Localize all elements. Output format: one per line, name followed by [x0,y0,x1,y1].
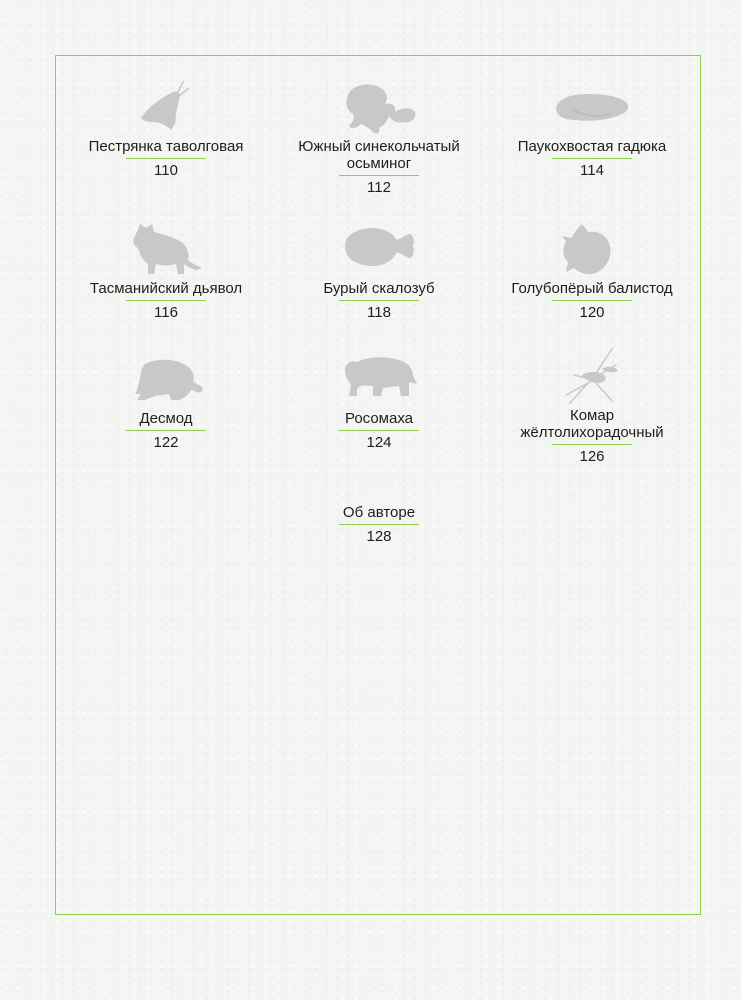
page-number: 128 [366,528,392,545]
divider [339,430,419,431]
page-number: 120 [579,304,605,321]
divider [126,430,206,431]
divider [339,300,419,301]
divider [339,175,419,176]
entry-title-line1: Южный синекольчатый [298,138,460,155]
divider [552,158,632,159]
toc-entry-wolverine[interactable] [269,350,489,451]
pufferfish-icon [339,220,419,280]
page-number: 118 [367,304,391,321]
triggerfish-icon [552,220,632,280]
toc-entry-vampire-bat[interactable] [56,350,276,451]
page-number: 110 [154,162,178,179]
entry-title: Об авторе [342,504,416,521]
entry-title-line2: осьминог [346,155,412,172]
divider [552,444,632,445]
toc-entry-mosquito[interactable] [482,345,702,465]
toc-entry-tasmanian-devil[interactable] [56,220,276,321]
viper-icon [552,80,632,138]
divider [126,158,206,159]
entry-title: Паукохвостая гадюка [517,138,667,155]
toc-entry-triggerfish[interactable] [482,220,702,321]
entry-title: Пестрянка таволговая [88,138,244,155]
mosquito-icon [552,345,632,407]
divider [339,524,419,525]
toc-entry-octopus[interactable] [269,80,489,196]
entry-title: Голубопёрый балистод [511,280,673,297]
entry-title: Десмод [139,410,193,427]
entry-title-line1: Комар [569,407,615,424]
vampire-bat-icon [121,350,211,410]
wolverine-icon [339,350,419,410]
moth-icon [131,80,201,138]
page-number: 114 [580,162,604,179]
entry-title: Бурый скалозуб [323,280,435,297]
divider [552,300,632,301]
toc-entry-about-author[interactable] [269,504,489,545]
page-number: 112 [367,179,391,196]
toc-entry-viper[interactable] [482,80,702,179]
page-number: 126 [579,448,605,465]
divider [126,300,206,301]
octopus-icon [339,80,419,138]
entry-title: Тасманийский дьявол [89,280,243,297]
entry-title-line2: жёлтолихорадочный [520,424,664,441]
page-number: 122 [153,434,179,451]
entry-title: Росомаха [344,410,414,427]
toc-entry-moth[interactable] [56,80,276,179]
toc-entry-pufferfish[interactable] [269,220,489,321]
page-number: 124 [366,434,392,451]
page-number: 116 [154,304,178,321]
tasmanian-devil-icon [126,220,206,280]
